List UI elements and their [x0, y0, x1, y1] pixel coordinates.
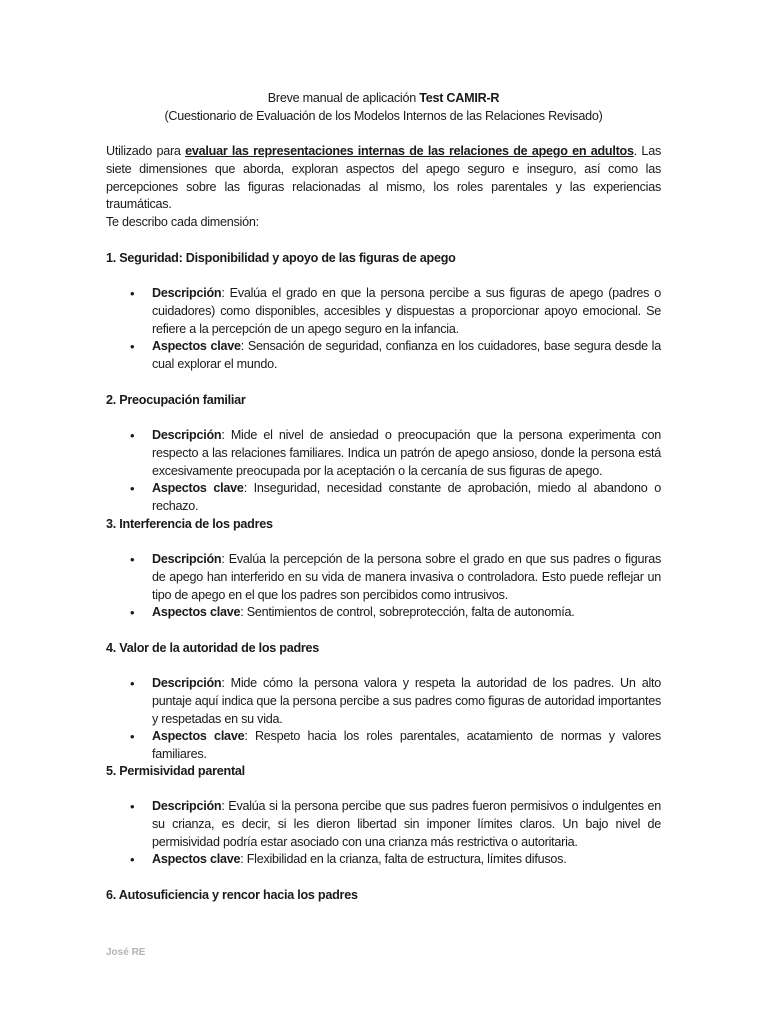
- list-item-key-aspects: [106, 604, 661, 622]
- section-list-1: [106, 285, 661, 374]
- key-aspects-text: : Flexibilidad en la crianza, falta de estructura, límites difusos.: [240, 852, 567, 867]
- list-item-key-aspects: [106, 851, 661, 869]
- intro-paragraph: [106, 143, 661, 214]
- section-title-1: 1. Seguridad: Disponibilidad y apoyo de las figuras de apego: [106, 251, 456, 265]
- section-list-5: [106, 798, 661, 869]
- list-item-key-aspects: [106, 480, 661, 516]
- description-label: Descripción: [152, 428, 222, 442]
- header-title: [106, 90, 661, 108]
- key-aspects-text: : Sentimientos de control, sobreprotección, falta de autonomía.: [240, 605, 575, 620]
- description-text: : Evalúa el grado en que la persona percibe a sus figuras de apego (padres o cuidadores) como disponibles, accesibles y dispuestas a proporcionar apoyo emocional. Se refiere a la percepción de un apego seguro en la infancia.: [152, 286, 661, 336]
- description-text: : Evalúa si la persona percibe que sus padres fueron permisivos o indulgentes en su crianza, es decir, si les dieron libertad sin imponer límites claros. Un bajo nivel de permisividad podría estar asociado con una crianza más restrictiva o autoritaria.: [152, 799, 661, 849]
- description-label: Descripción: [152, 799, 222, 813]
- section-list-3: [106, 551, 661, 622]
- key-aspects-label: Aspectos clave: [152, 605, 241, 620]
- list-item-description: [106, 675, 661, 728]
- list-item-description: [106, 285, 661, 338]
- section-title-5: 5. Permisividad parental: [106, 764, 245, 778]
- description-label: Descripción: [152, 676, 222, 690]
- lead-text: Te describo cada dimensión:: [106, 215, 259, 229]
- section-title-2: 2. Preocupación familiar: [106, 393, 246, 407]
- key-aspects-label: Aspectos clave: [152, 339, 241, 354]
- list-item-key-aspects: [106, 338, 661, 374]
- list-item-description: [106, 551, 661, 604]
- description-label: Descripción: [152, 552, 222, 566]
- key-aspects-label: Aspectos clave: [152, 729, 245, 744]
- key-aspects-text: : Inseguridad, necesidad constante de aprobación, miedo al abandono o rechazo.: [152, 481, 661, 514]
- key-aspects-text: : Respeto hacia los roles parentales, acatamiento de normas y valores familiares.: [152, 729, 661, 762]
- section-title-4: 4. Valor de la autoridad de los padres: [106, 641, 320, 655]
- section-list-2: [106, 427, 661, 516]
- footer-author: José RE: [106, 947, 146, 958]
- description-text: : Evalúa la percepción de la persona sobre el grado en que sus padres o figuras de apego han interferido en su vida de manera invasiva o controladora. Esto puede reflejar un tipo de apego en el que los padres son percibidos como intrusivos.: [152, 552, 661, 602]
- key-aspects-label: Aspectos clave: [152, 852, 241, 867]
- document-header: [106, 90, 661, 126]
- intro-emphasis: evaluar las representaciones internas de las relaciones de apego en adultos: [185, 144, 634, 158]
- header-title-prefix: Breve manual de aplicación: [267, 91, 420, 105]
- description-text: : Mide el nivel de ansiedad o preocupación que la persona experimenta con respecto a las relaciones familiares. Indica un patrón de apego ansioso, donde la persona está excesivamente preocupada por la aceptación o la cercanía de sus figuras de apego.: [152, 428, 661, 478]
- section-title-3: 3. Interferencia de los padres: [106, 517, 273, 531]
- header-subtitle: (Cuestionario de Evaluación de los Modelos Internos de las Relaciones Revisado): [164, 108, 603, 123]
- description-label: Descripción: [152, 286, 222, 300]
- list-item-key-aspects: [106, 728, 661, 764]
- section-list-4: [106, 675, 661, 764]
- list-item-description: [106, 427, 661, 480]
- header-title-test-name: Test CAMIR-R: [419, 91, 500, 105]
- key-aspects-label: Aspectos clave: [152, 481, 244, 496]
- intro-prefix: Utilizado para: [106, 144, 186, 158]
- intro-suffix: . Las siete dimensiones que aborda, exploran aspectos del apego seguro e inseguro, así como las percepciones sobre las figuras relacionadas al mismo, los roles parentales y las experiencias traumáticas.: [106, 144, 661, 212]
- list-item-description: [106, 798, 661, 851]
- section-title-6: 6. Autosuficiencia y rencor hacia los padres: [106, 888, 358, 902]
- key-aspects-text: : Sensación de seguridad, confianza en los cuidadores, base segura desde la cual explorar el mundo.: [152, 339, 661, 372]
- description-text: : Mide cómo la persona valora y respeta la autoridad de los padres. Un alto puntaje aquí indica que la persona percibe a sus padres como figuras de autoridad importantes y respetadas en su vida.: [152, 676, 661, 726]
